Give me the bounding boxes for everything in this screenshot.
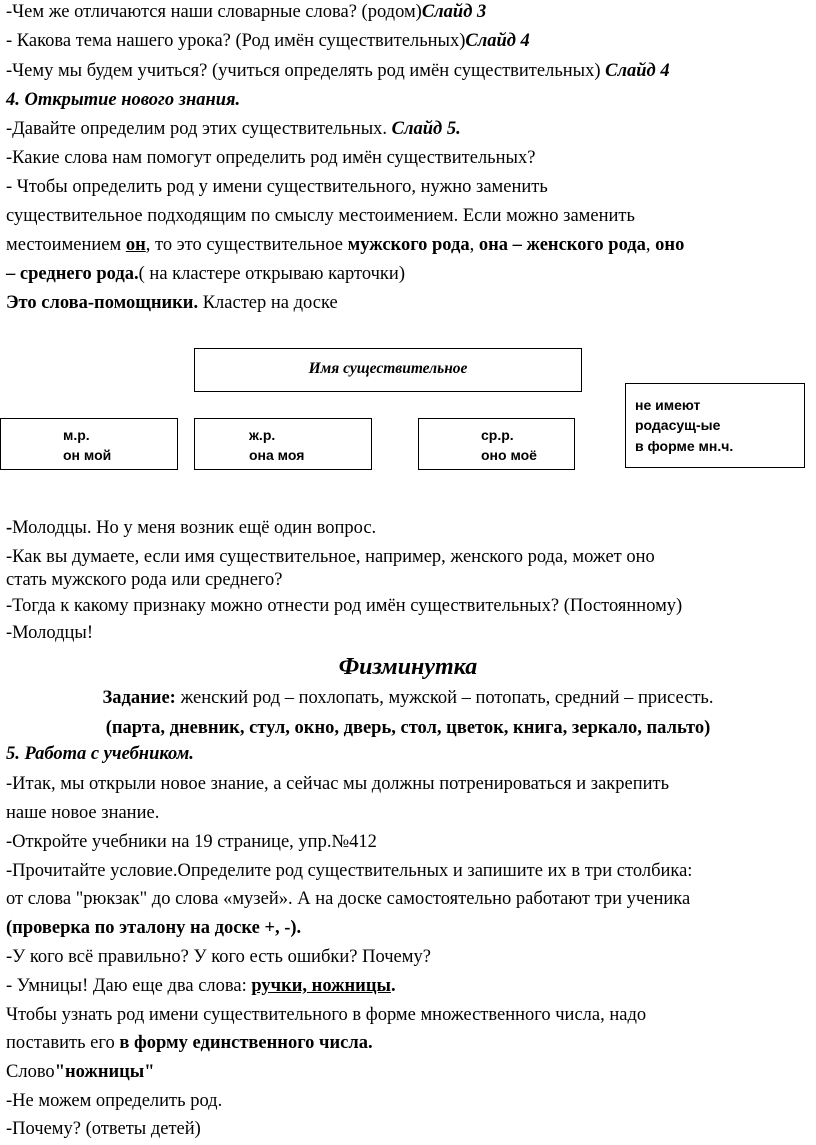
section-5-line-9: Чтобы узнать род имени существительного в форме множественного числа, надо	[6, 1005, 647, 1025]
section-5-line-8	[6, 974, 396, 998]
text-run: - Умницы! Даю еще два слова:	[6, 976, 252, 996]
plural-line-2: родасущ-ые	[635, 417, 721, 433]
section-5-line-6: (проверка по эталону на доске +, -).	[6, 918, 302, 938]
text-run: местоимением	[6, 235, 126, 255]
task-label: Задание:	[102, 688, 176, 708]
masculine-gender-term: мужского рода	[347, 235, 470, 255]
intro-line-3-text: -Чему мы будем учиться? (учиться определять род имён существительных)	[6, 61, 606, 81]
after-line-5: -Молодцы!	[6, 623, 94, 643]
after-line-2: -Как вы думаете, если имя существительное, например, женского рода, может оно	[6, 547, 655, 567]
task-text: женский род – похлопать, мужской – потопать, средний – присесть.	[175, 688, 714, 708]
text-run: Молодцы. Но у меня возник ещё один вопрос.	[12, 518, 377, 538]
text-run: поставить его	[6, 1033, 120, 1053]
text-run: ,	[469, 235, 479, 255]
after-line-1	[6, 516, 376, 540]
section-4-line-4: существительное подходящим по смыслу местоимением. Если можно заменить	[6, 206, 635, 226]
section-4-line-7	[6, 291, 338, 315]
section-5-line-7: -У кого всё правильно? У кого есть ошибки? Почему?	[6, 947, 431, 967]
pronoun-ono: оно	[655, 235, 685, 255]
fizminutka-task	[0, 686, 816, 710]
slide-ref: Слайд 4	[465, 31, 530, 51]
after-line-3: стать мужского рода или среднего?	[6, 570, 283, 590]
section-4-heading: 4. Открытие нового знания.	[6, 90, 241, 110]
section-5-line-5: от слова "рюкзак" до слова «музей». А на доске самостоятельно работают три ученика	[6, 889, 691, 909]
singular-form-term: в форму единственного числа.	[119, 1033, 373, 1053]
intro-line-2	[6, 29, 530, 53]
text-run: ,	[645, 235, 656, 255]
section-5-line-1: -Итак, мы открыли новое знание, а сейчас мы должны потренироваться и закрепить	[6, 774, 670, 794]
cluster-title: Имя существительное	[308, 360, 468, 377]
section-4-line-1	[6, 117, 461, 141]
masculine-label: м.р.	[63, 427, 90, 443]
intro-line-1-text: -Чем же отличаются наши словарные слова? (родом)	[6, 2, 422, 22]
intro-line-3	[6, 59, 670, 83]
section-5-line-2: наше новое знание.	[6, 803, 160, 823]
slide-ref: Слайд 3	[421, 2, 487, 22]
text-run: .	[390, 976, 396, 996]
section-5-line-12: -Не можем определить род.	[6, 1091, 223, 1111]
after-line-4: -Тогда к какому признаку можно отнести род имён существительных? (Постоянному)	[6, 596, 683, 616]
section-4-line-2: -Какие слова нам помогут определить род имён существительных?	[6, 148, 536, 168]
section-5-line-4: -Прочитайте условие.Определите род существительных и запишите их в три столбика:	[6, 861, 693, 881]
text-run: ( на кластере открываю карточки)	[138, 264, 405, 284]
text-run: , то это существительное	[145, 235, 348, 255]
section-4-line-3: - Чтобы определить род у имени существительного, нужно заменить	[6, 177, 548, 197]
slide-ref: Слайд 4	[605, 61, 670, 81]
feminine-pronouns: она моя	[249, 447, 305, 463]
section-5-line-11	[6, 1060, 155, 1084]
plural-line-1: не имеют	[635, 397, 701, 413]
section-4-line-6	[6, 262, 405, 286]
fizminutka-words: (парта, дневник, стул, окно, дверь, стол, цветок, книга, зеркало, пальто)	[105, 718, 711, 738]
section-5-line-13: -Почему? (ответы детей)	[6, 1119, 201, 1139]
section-5-heading: 5. Работа с учебником.	[6, 744, 194, 764]
slide-ref: Слайд 5.	[391, 119, 461, 139]
feminine-label: ж.р.	[249, 427, 276, 443]
plural-box	[625, 383, 805, 468]
text-run: -	[6, 518, 13, 538]
fizminutka-title: Физминутка	[338, 654, 478, 680]
neuter-gender-term: – среднего рода.	[6, 264, 139, 284]
neuter-box	[418, 418, 575, 470]
section-4-line-1-text: -Давайте определим род этих существительных.	[6, 119, 392, 139]
plural-line-3: в форме мн.ч.	[635, 438, 734, 454]
section-4-line-5	[6, 233, 684, 257]
text-run: Кластер на доске	[198, 293, 338, 313]
masculine-pronouns: он мой	[63, 447, 112, 463]
neuter-label: ср.р.	[481, 427, 514, 443]
section-5-line-3: -Откройте учебники на 19 странице, упр.№412	[6, 832, 377, 852]
pronoun-on: он	[125, 235, 146, 255]
intro-line-1	[6, 0, 486, 24]
text-run: Слово	[6, 1062, 55, 1082]
neuter-pronouns: оно моё	[481, 447, 537, 463]
cluster-title-box	[194, 348, 582, 392]
masculine-box	[0, 418, 178, 470]
new-words: ручки, ножницы	[251, 976, 391, 996]
feminine-gender-term: она – женского рода	[478, 235, 646, 255]
feminine-box	[194, 418, 372, 470]
section-5-line-10	[6, 1031, 373, 1055]
helper-words-label: Это слова-помощники.	[6, 293, 199, 313]
word-nozhnitsy: "ножницы"	[54, 1062, 155, 1082]
intro-line-2-text: - Какова тема нашего урока? (Род имён существительных)	[6, 31, 466, 51]
